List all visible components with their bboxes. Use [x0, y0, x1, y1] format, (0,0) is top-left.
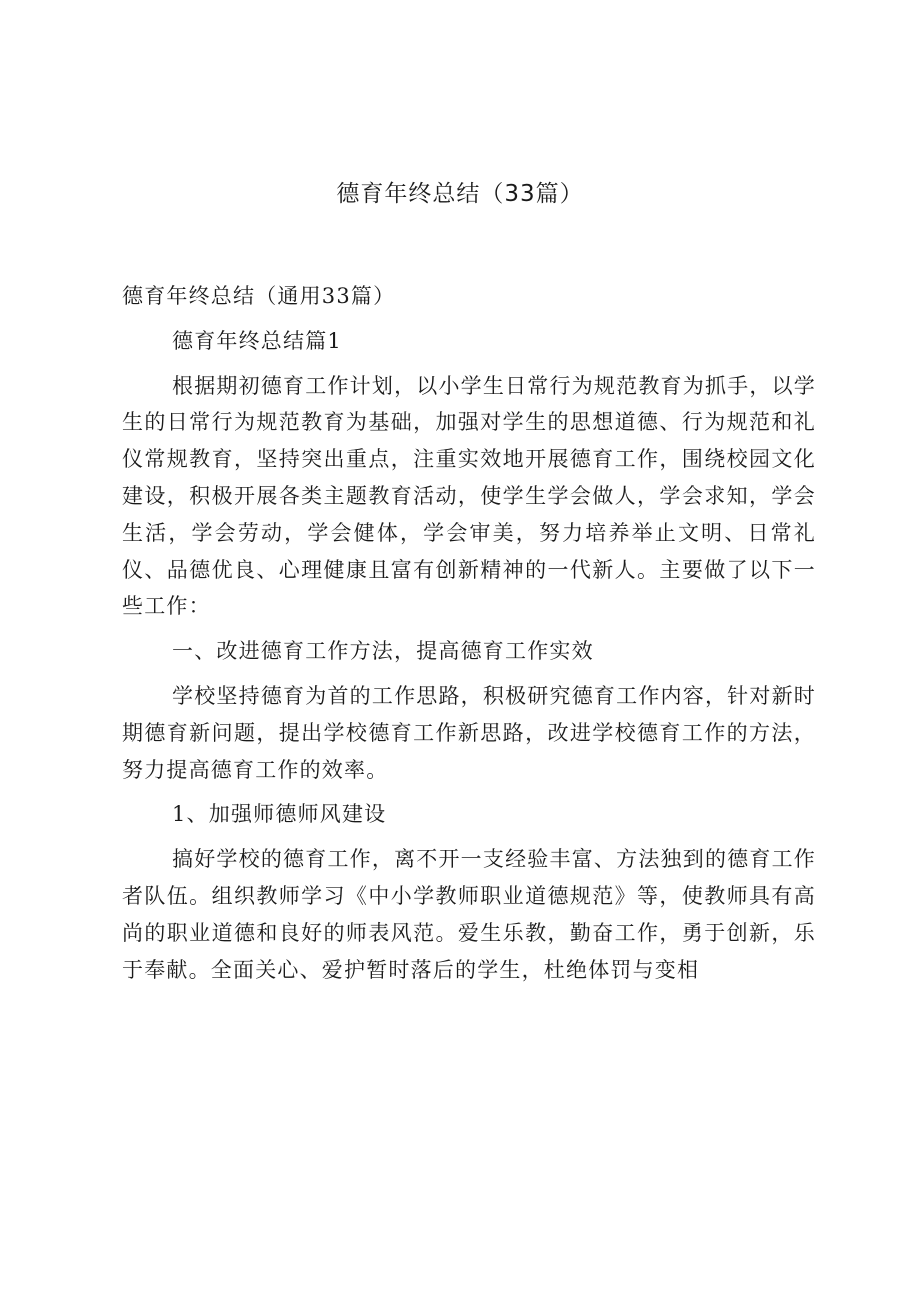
section-heading: 德育年终总结篇1 — [172, 328, 342, 353]
section-heading: 1、加强师德师风建设 — [172, 802, 387, 827]
paragraph: 搞好学校的德育工作，离不开一支经验丰富、方法独到的德育工作者队伍。组织教师学习《中小学教师职业道德规范》等，使教师具有高尚的职业道德和良好的师表风范。爱生乐教，勤奋工作，勇于创新，乐于奉献。全面关心、爱护暂时落后的学生，杜绝体罚与变相 — [122, 847, 816, 982]
document-body — [122, 278, 816, 988]
section-heading: 一、改进德育工作方法，提高德育工作实效 — [172, 639, 594, 664]
document-subtitle: 德育年终总结（通用33篇） — [122, 284, 396, 308]
paragraph: 根据期初德育工作计划，以小学生日常行为规范教育为抓手，以学生的日常行为规范教育为基础，加强对学生的思想道德、行为规范和礼仪常规教育，坚持突出重点，注重实效地开展德育工作，围绕校园文化建设，积极开展各类主题教育活动，使学生学会做人，学会求知，学会生活，学会劳动，学会健体，学会审美，努力培养举止文明、日常礼仪、品德优良、心理健康且富有创新精神的一代新人。主要做了以下一些工作： — [122, 373, 816, 619]
paragraph: 学校坚持德育为首的工作思路，积极研究德育工作内容，针对新时期德育新问题，提出学校德育工作新思路，改进学校德育工作的方法，努力提高德育工作的效率。 — [122, 683, 816, 782]
document-title: 德育年终总结（33篇） — [336, 181, 584, 207]
